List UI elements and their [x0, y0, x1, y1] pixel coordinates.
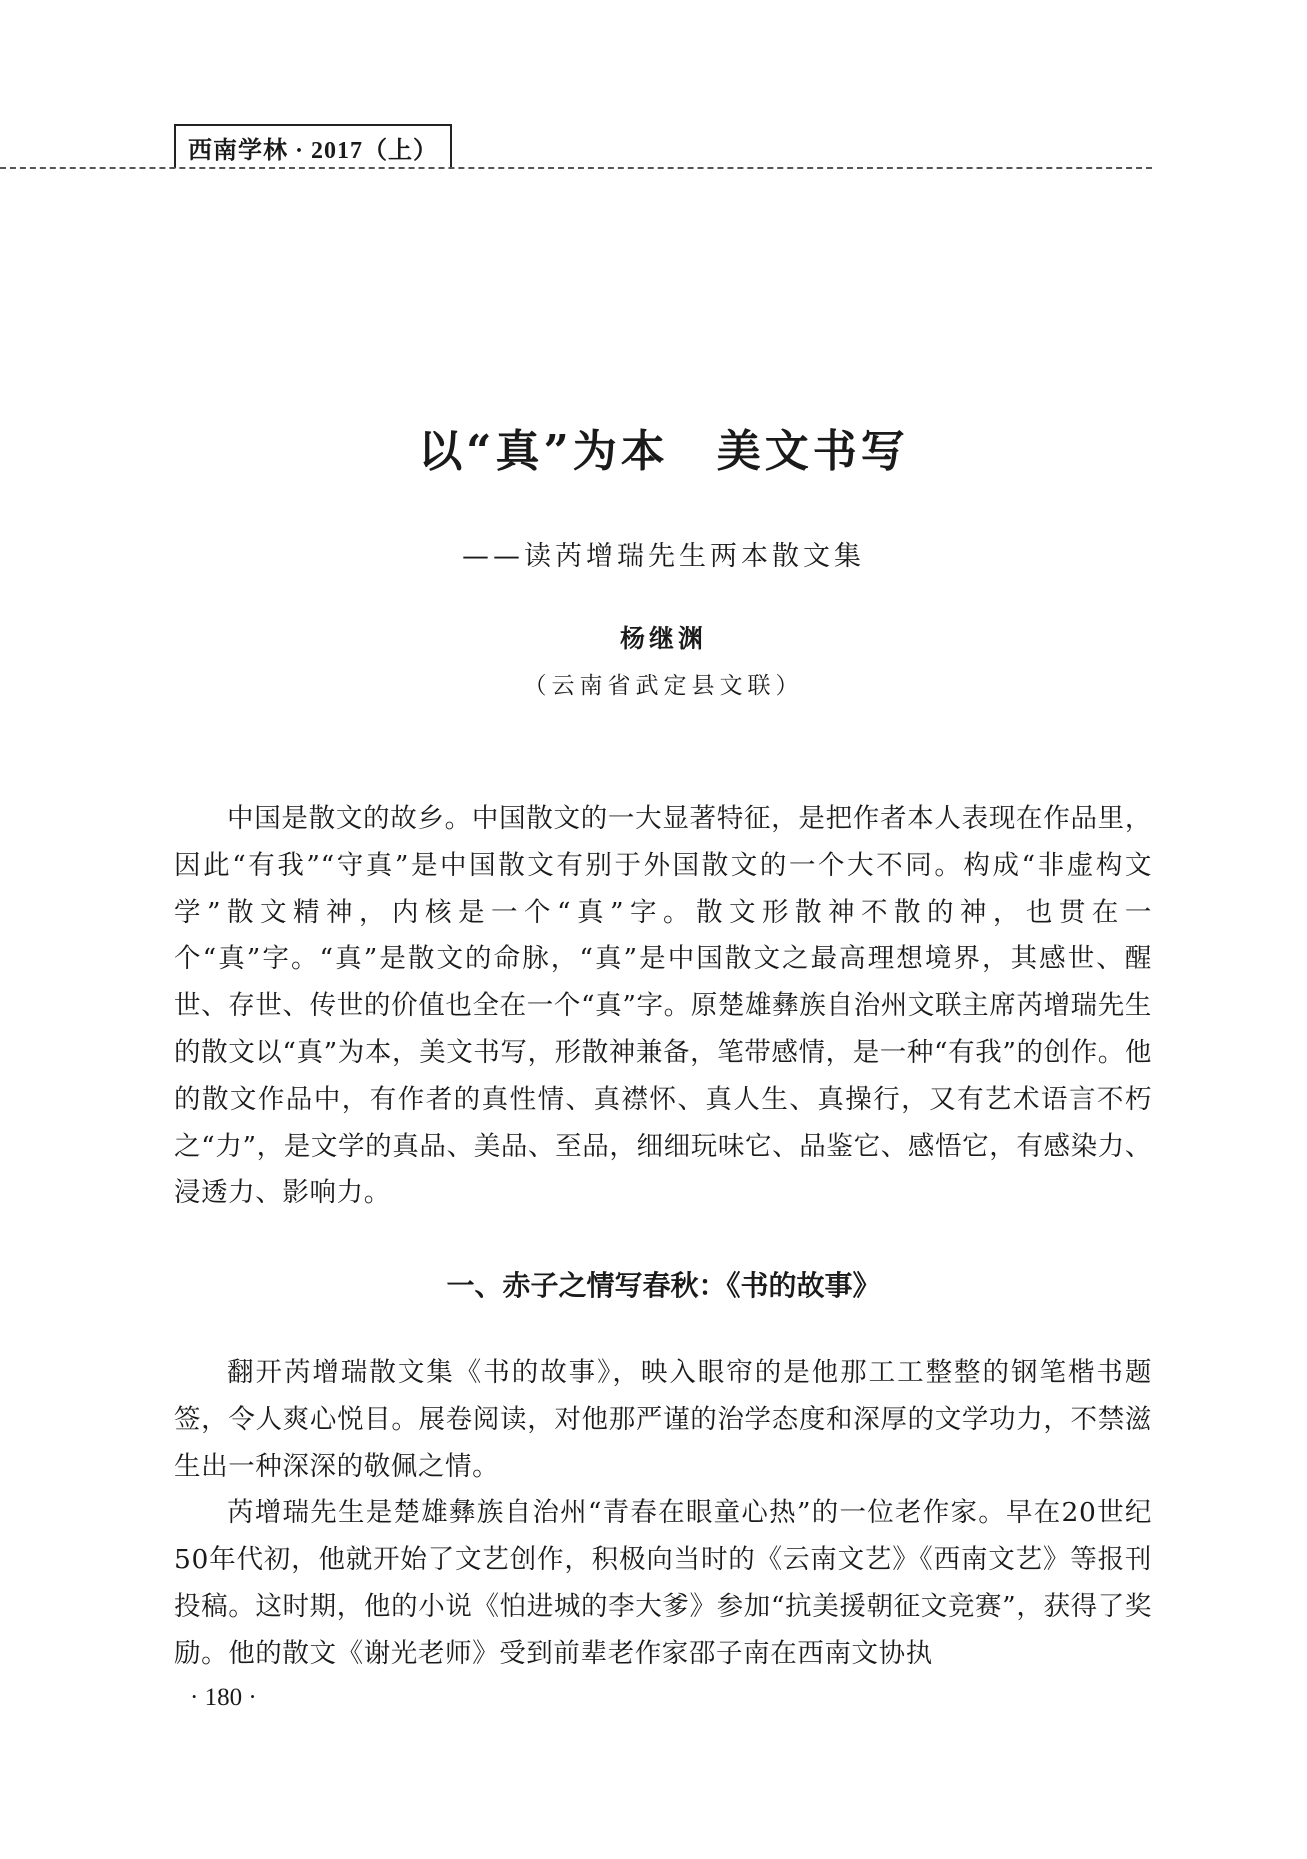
author-affiliation: （云南省武定县文联） [523, 673, 804, 699]
section-heading: 一、赤子之情写春秋：《书的故事》 [446, 1269, 881, 1302]
intro-paragraph: 中国是散文的故乡。中国散文的一大显著特征，是把作者本人表现在作品里，因此“有我”“守真”是中国散文有别于外国散文的一个大不同。构成“非虚构文学”散文精神，内核是一个“真”字。散文形散神不散的神，也贯在一个“真”字。“真”是散文的命脉，“真”是中国散文之最高理想境界，其感世、醒世、存世、传世的价值也全在一个“真”字。原楚雄彝族自治州文联主席芮增瑞先生的散文以“真”为本，美文书写，形散神兼备，笔带感情，是一种“有我”的创作。他的散文作品中，有作者的真性情、真襟怀、真人生、真操行，又有艺术语言不朽之“力”，是文学的真品、美品、至品，细细玩味它、品鉴它、感悟它，有感染力、浸透力、影响力。 [174, 803, 1152, 1209]
body-paragraph: 翻开芮增瑞散文集《书的故事》，映入眼帘的是他那工工整整的钢笔楷书题签，令人爽心悦目。展卷阅读，对他那严谨的治学态度和深厚的文学功力，不禁滋生出一种深深的敬佩之情。 [174, 1357, 1152, 1482]
page-number: · 180 · [190, 1684, 257, 1711]
article-title: 以“真”为本 美文书写 [418, 426, 909, 477]
running-head: 西南学林 · 2017（上） [174, 124, 452, 168]
author-name: 杨继渊 [619, 624, 707, 653]
header-dashed-rule [0, 167, 1152, 169]
section-body [174, 1350, 1152, 1678]
body-paragraph: 芮增瑞先生是楚雄彝族自治州“青春在眼童心热”的一位老作家。早在20世纪50年代初，他就开始了文艺创作，积极向当时的《云南文艺》《西南文艺》等报刊投稿。这时期，他的小说《怕进城的李大爹》参加“抗美援朝征文竞赛”，获得了奖励。他的散文《谢光老师》受到前辈老作家邵子南在西南文协执 [174, 1497, 1152, 1669]
intro-section [174, 796, 1152, 1217]
article-subtitle: ——读芮增瑞先生两本散文集 [462, 541, 865, 572]
